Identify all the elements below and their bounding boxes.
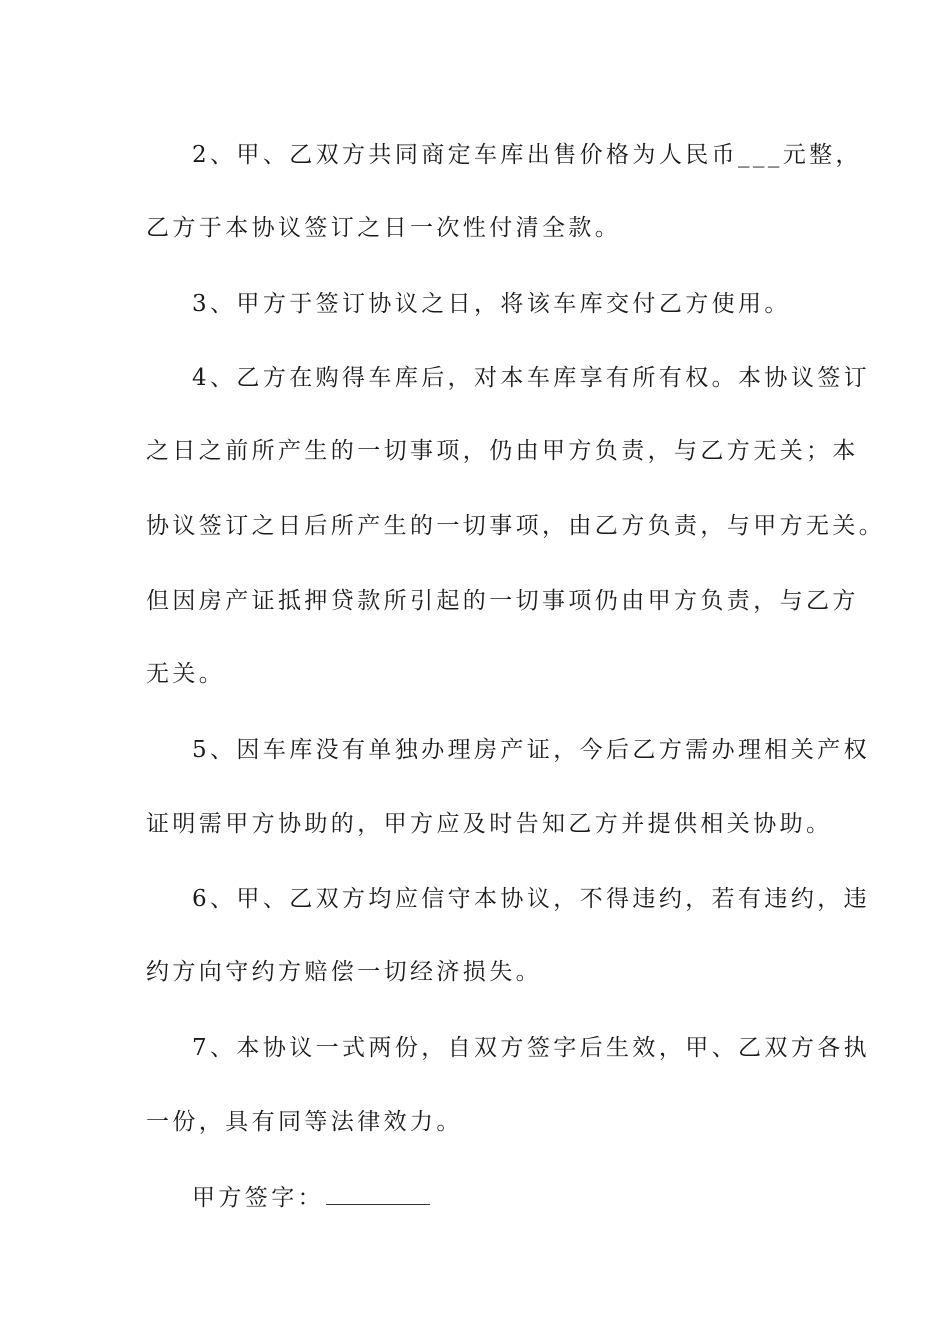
clause-4-line-2: 之日之前所产生的一切事项，仍由甲方负责，与乙方无关；本 — [146, 438, 859, 464]
signature-blank[interactable] — [326, 1182, 430, 1205]
clause-4-line-1: 4、乙方在购得车库后，对本车库享有所有权。本协议签订 — [192, 365, 871, 391]
clause-2-line-2: 乙方于本协议签订之日一次性付清全款。 — [146, 215, 622, 241]
clause-6-line-1: 6、甲、乙双方均应信守本协议，不得违约，若有违约，违 — [192, 886, 871, 912]
clause-4-line-5: 无关。 — [146, 661, 226, 687]
clause-7-line-1: 7、本协议一式两份，自双方签字后生效，甲、乙双方各执 — [192, 1035, 871, 1061]
clause-4-line-3: 协议签订之日后所产生的一切事项，由乙方负责，与甲方无关。 — [146, 513, 886, 539]
signature-label: 甲方签字： — [192, 1185, 324, 1211]
clause-6-line-2: 约方向守约方赔偿一切经济损失。 — [146, 959, 542, 985]
clause-4-line-4: 但因房产证抵押贷款所引起的一切事项仍由甲方负责，与乙方 — [146, 588, 859, 614]
clause-5-line-2: 证明需甲方协助的，甲方应及时告知乙方并提供相关协助。 — [146, 811, 833, 837]
clause-7-line-2: 一份，具有同等法律效力。 — [146, 1109, 463, 1135]
clause-3-line-1: 3、甲方于签订协议之日，将该车库交付乙方使用。 — [192, 291, 791, 317]
signature-row — [192, 1182, 872, 1212]
clause-2-line-1: 2、甲、乙双方共同商定车库出售价格为人民币___元整， — [192, 142, 862, 168]
clause-5-line-1: 5、因车库没有单独办理房产证，今后乙方需办理相关产权 — [192, 737, 871, 763]
